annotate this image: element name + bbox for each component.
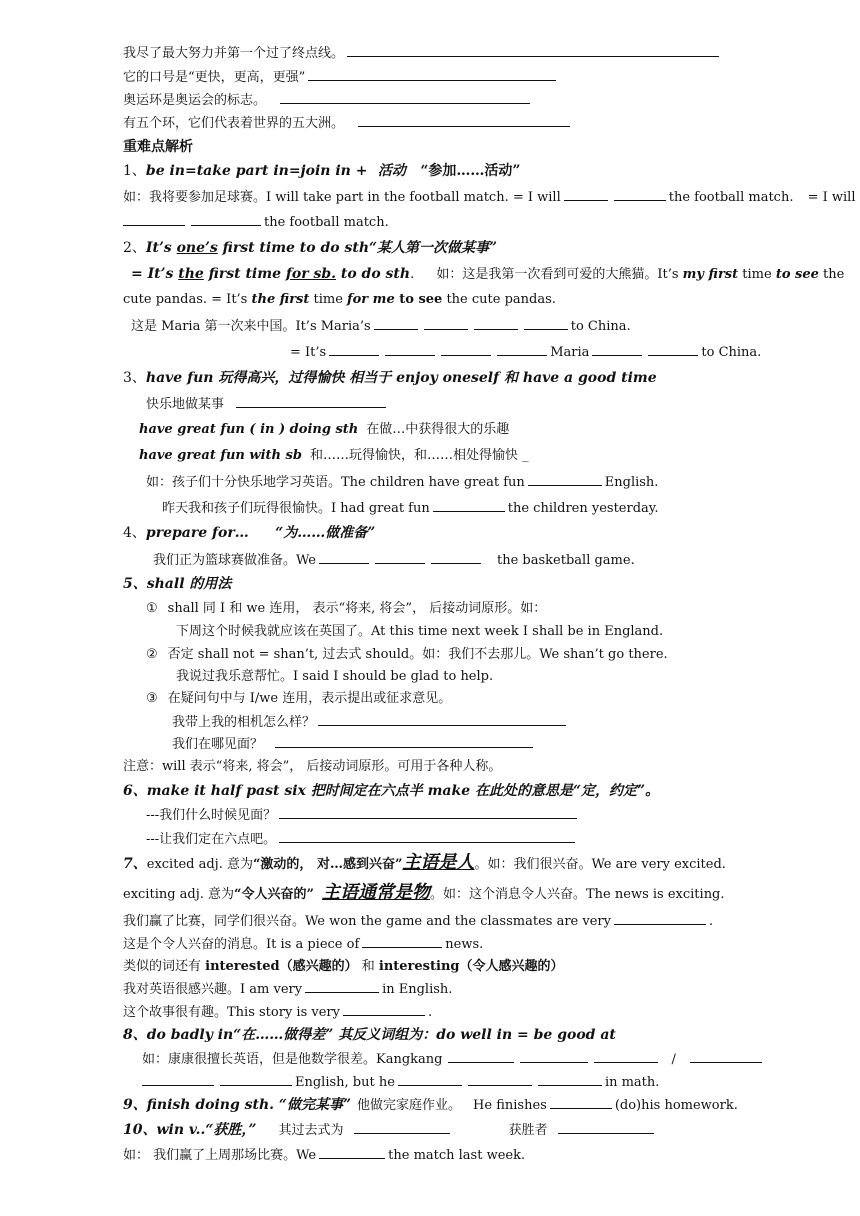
point-9-heading: 9、finish doing sth. “做完某事” 他做完家庭作业。 He finishes (do)his homework. bbox=[123, 1097, 738, 1113]
answer-blank[interactable] bbox=[275, 735, 533, 748]
sentence-text: 奥运环是奥运会的标志。 bbox=[123, 93, 267, 108]
point-8-example-2: English, but he in math. bbox=[142, 1073, 659, 1092]
point-3-example-1: 如：孩子们十分快乐地学习英语。The children have great fun English. bbox=[146, 475, 659, 490]
point-3-line-2: have great fun ( in ) doing sth 在做…中获得很大的乐趣 bbox=[139, 422, 510, 437]
point-6-dialogue-2: ---让我们定在六点吧。 bbox=[146, 830, 578, 849]
section-title: 重难点解析 bbox=[123, 139, 193, 155]
answer-blank[interactable] bbox=[279, 806, 577, 819]
point-7-exercise-2: 这是个令人兴奋的消息。It is a piece of news. bbox=[123, 937, 484, 952]
point-3-example-2: 昨天我和孩子们玩得很愉快。I had great fun the children yesterday. bbox=[162, 501, 659, 516]
point-3-line-3: have great fun with sb 和……玩得愉快，和……相处得愉快 _ bbox=[139, 448, 529, 463]
note: 注意：will 表示“将来, 将会”， 后接动词原形。可用于各种人称。 bbox=[123, 759, 502, 774]
point-4-heading: 4、prepare for… “为……做准备” bbox=[123, 525, 376, 541]
answer-blank[interactable] bbox=[424, 317, 468, 330]
point-6-heading: 6、make it half past six 把时间定在六点半 make 在此处的意思是“定，约定”。 bbox=[123, 783, 660, 799]
answer-blank[interactable] bbox=[385, 343, 435, 356]
answer-blank[interactable] bbox=[614, 188, 666, 201]
answer-blank[interactable] bbox=[592, 343, 642, 356]
intro-sentence-4 bbox=[123, 114, 573, 133]
answer-blank[interactable] bbox=[308, 68, 556, 81]
point-5-exercise-2: 我们在哪见面？ bbox=[172, 735, 536, 754]
answer-blank[interactable] bbox=[280, 91, 530, 104]
point-7-exercise-4: 这个故事很有趣。This story is very . bbox=[123, 1005, 433, 1020]
intro-sentence-3 bbox=[123, 91, 533, 110]
answer-blank[interactable] bbox=[468, 1073, 532, 1086]
point-7-line-2: exciting adj. 意为“令人兴奋的” 主语通常是物。如：这个消息令人兴奋。The news is exciting. bbox=[123, 882, 725, 903]
sentence-text: 我尽了最大努力并第一个过了终点线。 bbox=[123, 46, 345, 61]
intro-sentence-2 bbox=[123, 68, 559, 87]
answer-blank[interactable] bbox=[538, 1073, 602, 1086]
point-7-exercise-1: 我们赢了比赛，同学们很兴奋。We won the game and the classmates are very . bbox=[123, 914, 714, 929]
point-5-example-1: 下周这个时候我就应该在英国了。At this time next week I shall be in England. bbox=[176, 624, 664, 639]
point-5-exercise-1: 我带上我的相机怎么样？ bbox=[172, 713, 569, 732]
point-1-heading: 1、be in=take part in=join in + 活动 “参加……活动” bbox=[123, 163, 521, 179]
answer-blank[interactable] bbox=[558, 1121, 654, 1134]
answer-blank[interactable] bbox=[497, 343, 547, 356]
point-7-line-1: 7、excited adj. 意为“激动的， 对…感到兴奋”主语是人。如：我们很兴奋。We are very excited. bbox=[123, 852, 726, 873]
answer-blank[interactable] bbox=[142, 1073, 214, 1086]
answer-blank[interactable] bbox=[123, 213, 185, 226]
answer-blank[interactable] bbox=[236, 395, 386, 408]
point-2-example: cute pandas. = It’s the first time for me to see the cute pandas. bbox=[123, 292, 556, 307]
answer-blank[interactable] bbox=[550, 1096, 612, 1109]
answer-blank[interactable] bbox=[354, 1121, 450, 1134]
answer-blank[interactable] bbox=[220, 1073, 292, 1086]
answer-blank[interactable] bbox=[690, 1050, 762, 1063]
answer-blank[interactable] bbox=[279, 830, 575, 843]
answer-blank[interactable] bbox=[375, 551, 425, 564]
point-8-example-1: 如：康康很擅长英语，但是他数学很差。Kangkang / bbox=[142, 1050, 765, 1069]
answer-blank[interactable] bbox=[347, 44, 719, 57]
point-2-heading: 2、It’s one’s first time to do sth“某人第一次做某事” bbox=[123, 240, 498, 256]
answer-blank[interactable] bbox=[398, 1073, 462, 1086]
point-2-exercise-1: 这是 Maria 第一次来中国。It’s Maria’s to China. bbox=[131, 319, 631, 334]
answer-blank[interactable] bbox=[564, 188, 608, 201]
sentence-text: 有五个环，它们代表着世界的五大洲。 bbox=[123, 116, 345, 131]
answer-blank[interactable] bbox=[474, 317, 518, 330]
answer-blank[interactable] bbox=[374, 317, 418, 330]
answer-blank[interactable] bbox=[305, 980, 379, 993]
answer-blank[interactable] bbox=[191, 213, 261, 226]
point-10-heading: 10、win v..“获胜，” 其过去式为 获胜者 bbox=[123, 1121, 657, 1140]
answer-blank[interactable] bbox=[520, 1050, 588, 1063]
point-4-example: 我们正为篮球赛做准备。We the basketball game. bbox=[153, 553, 635, 568]
answer-blank[interactable] bbox=[528, 473, 602, 486]
answer-blank[interactable] bbox=[614, 912, 706, 925]
point-2-formula: = It’s the first time for sb. to do sth. 如：这是我第一次看到可爱的大熊猫。It’s my first time to see the bbox=[131, 266, 845, 282]
answer-blank[interactable] bbox=[343, 1003, 425, 1016]
intro-sentence-1 bbox=[123, 44, 722, 63]
answer-blank[interactable] bbox=[318, 713, 566, 726]
point-5-usage-2: ② 否定 shall not = shan’t, 过去式 should。如：我们不去那儿。We shan’t go there. bbox=[146, 647, 668, 662]
sentence-text: 它的口号是“更快，更高，更强” bbox=[123, 70, 306, 85]
point-6-dialogue-1: ---我们什么时候见面？ bbox=[146, 806, 580, 825]
answer-blank[interactable] bbox=[648, 343, 698, 356]
answer-blank[interactable] bbox=[329, 343, 379, 356]
point-10-example: 如： 我们赢了上周那场比赛。We the match last week. bbox=[123, 1148, 526, 1163]
point-1-example-cont: the football match. bbox=[123, 213, 389, 232]
point-5-usage-1: ① shall 同 I 和 we 连用， 表示“将来, 将会”， 后接动词原形。如： bbox=[146, 601, 547, 616]
point-5-example-2: 我说过我乐意帮忙。I said I should be glad to help. bbox=[176, 669, 494, 684]
answer-blank[interactable] bbox=[524, 317, 568, 330]
point-3-heading: 3、have fun 玩得高兴，过得愉快 相当于 enjoy oneself 和 have a good time bbox=[123, 370, 657, 386]
point-7-similar-words: 类似的词还有 interested（感兴趣的） 和 interesting（令人感兴趣的） bbox=[123, 959, 564, 974]
point-5-heading: 5、shall 的用法 bbox=[123, 576, 232, 592]
point-1-example: 如：我将要参加足球赛。I will take part in the football match. = I will the football match. = I will bbox=[123, 190, 856, 205]
answer-blank[interactable] bbox=[362, 935, 442, 948]
answer-blank[interactable] bbox=[319, 551, 369, 564]
answer-blank[interactable] bbox=[431, 551, 481, 564]
point-8-heading: 8、do badly in“在……做得差” 其反义词组为：do well in = be good at bbox=[123, 1027, 616, 1043]
point-7-exercise-3: 我对英语很感兴趣。I am very in English. bbox=[123, 982, 453, 997]
answer-blank[interactable] bbox=[448, 1050, 514, 1063]
answer-blank[interactable] bbox=[594, 1050, 658, 1063]
point-2-exercise-2: = It’s Maria to China. bbox=[290, 345, 762, 360]
answer-blank[interactable] bbox=[441, 343, 491, 356]
answer-blank[interactable] bbox=[433, 499, 505, 512]
answer-blank[interactable] bbox=[358, 114, 570, 127]
point-5-usage-3: ③ 在疑问句中与 I/we 连用，表示提出或征求意见。 bbox=[146, 691, 452, 706]
point-3-line-1: 快乐地做某事 bbox=[146, 395, 389, 414]
answer-blank[interactable] bbox=[319, 1146, 385, 1159]
